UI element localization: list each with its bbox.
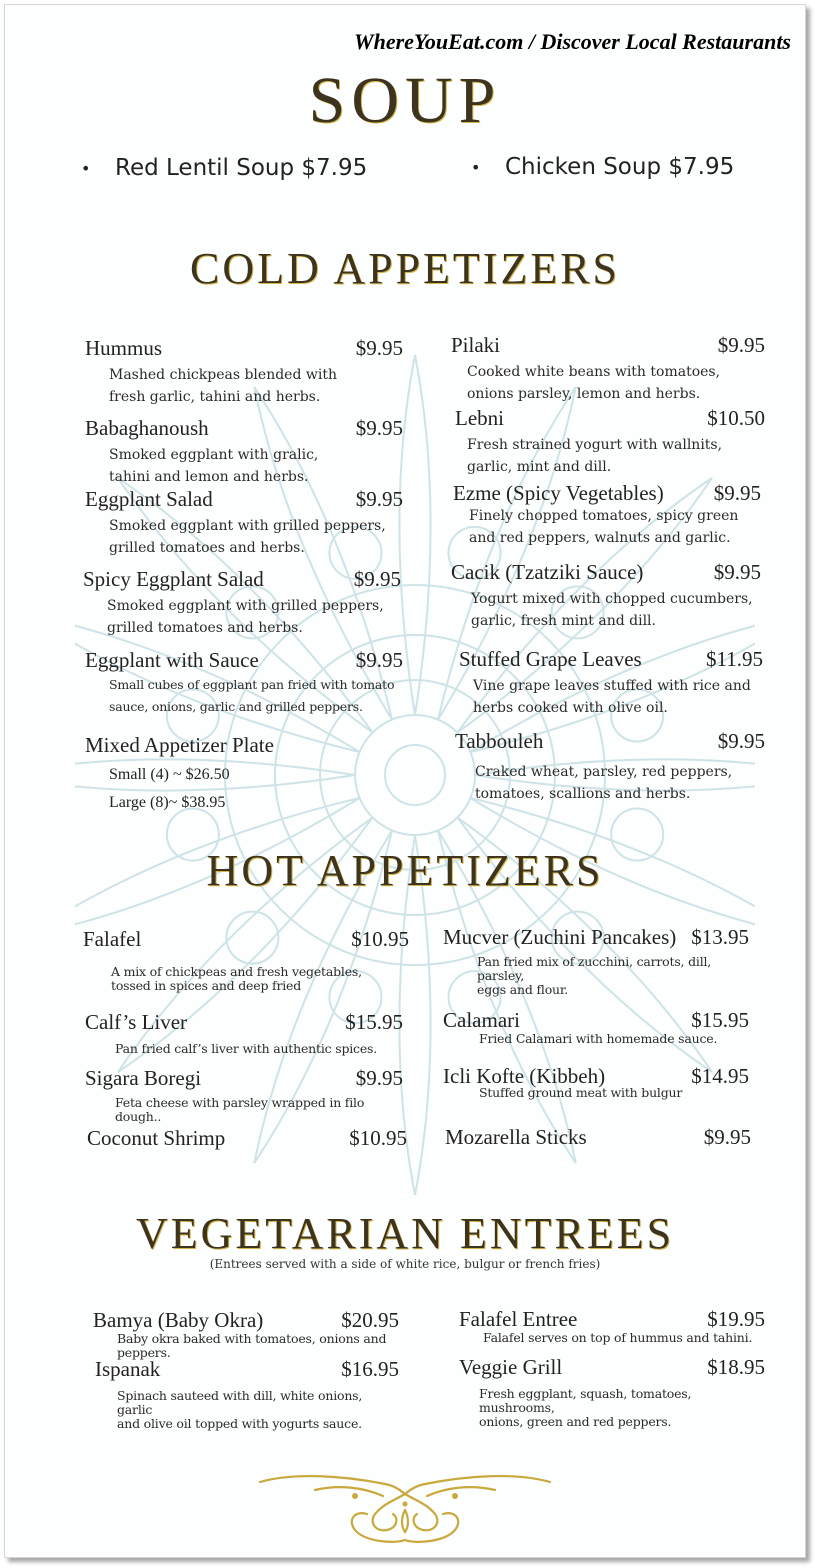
item-name: Spicy Eggplant Salad: [83, 567, 264, 591]
gold-flourish-ornament: [255, 1470, 555, 1550]
item-price: $9.95: [353, 567, 401, 591]
item-price: $14.95: [691, 1064, 749, 1088]
desc-line: onions parsley, lemon and herbs.: [467, 386, 701, 402]
desc-line: fresh garlic, tahini and herbs.: [109, 389, 321, 405]
menu-item: [85, 1010, 403, 1056]
desc-line: grilled tomatoes and herbs.: [107, 620, 303, 636]
item-price: $9.95: [713, 481, 761, 505]
item-description: [109, 444, 403, 488]
item-name: Bamya (Baby Okra): [93, 1308, 264, 1332]
item-price: $9.95: [355, 648, 403, 672]
desc-line: Smoked eggplant with grilled peppers,: [109, 518, 386, 534]
menu-item: [455, 406, 765, 478]
item-price: $15.95: [345, 1010, 403, 1034]
item-price: $9.95: [355, 416, 403, 440]
hot-appetizers-title: HOT APPETIZERS: [206, 846, 604, 895]
desc-line: Smoked eggplant with grilled peppers,: [107, 598, 384, 614]
desc-line: Baby okra baked with tomatoes, onions and peppers.: [117, 1331, 387, 1360]
item-description: [117, 1389, 399, 1431]
desc-line: Pan fried mix of zucchini, carrots, dill, parsley,: [477, 954, 712, 983]
item-name: Babaghanoush: [85, 416, 209, 440]
item-name: Calf’s Liver: [85, 1010, 188, 1034]
item-description: [477, 955, 749, 997]
item-price: $9.95: [717, 333, 765, 357]
desc-line: Cooked white beans with tomatoes,: [467, 364, 721, 380]
item-name: Ezme (Spicy Vegetables): [453, 481, 664, 505]
bullet-icon: •: [471, 158, 481, 177]
item-price: $9.95: [355, 336, 403, 360]
item-description: [117, 1332, 399, 1360]
item-name: Pilaki: [451, 333, 501, 357]
item-name: Hummus: [85, 336, 163, 360]
menu-item: [93, 1308, 399, 1360]
item-price: $9.95: [355, 1066, 403, 1090]
desc-line: Craked wheat, parsley, red peppers,: [475, 764, 733, 780]
item-price: $9.95: [713, 560, 761, 584]
item-price: $18.95: [707, 1355, 765, 1379]
desc-line: Fresh eggplant, squash, tomatoes, mushrooms,: [479, 1386, 692, 1415]
menu-item: [83, 567, 401, 639]
item-name: Mixed Appetizer Plate: [85, 733, 274, 757]
menu-item: [451, 333, 765, 405]
desc-line: Fried Calamari with homemade sauce.: [479, 1031, 718, 1046]
menu-item: [87, 1126, 407, 1154]
cold-appetizers-title: COLD APPETIZERS: [189, 244, 621, 293]
item-name: Mozarella Sticks: [445, 1125, 587, 1149]
desc-line: Spinach sauteed with dill, white onions, garlic: [117, 1388, 363, 1417]
item-description: [115, 1042, 403, 1056]
desc-line: Feta cheese with parsley wrapped in filo dough..: [115, 1095, 365, 1124]
menu-item: [451, 560, 761, 632]
desc-line: garlic, fresh mint and dill.: [471, 613, 656, 629]
desc-line: Vine grape leaves stuffed with rice and: [473, 678, 751, 694]
menu-item: [95, 1357, 399, 1431]
menu-item: [85, 648, 403, 714]
item-name: Calamari: [443, 1008, 520, 1032]
menu-item: [443, 1064, 749, 1100]
item-name: Mucver (Zuchini Pancakes): [443, 925, 677, 949]
desc-line: herbs cooked with olive oil.: [473, 700, 668, 716]
item-price: $9.95: [703, 1125, 751, 1149]
menu-item: [445, 1125, 751, 1153]
item-description: [111, 965, 409, 993]
menu-item: [85, 336, 403, 408]
desc-line: and red peppers, walnuts and garlic.: [469, 530, 731, 546]
item-description: [475, 761, 765, 805]
desc-line: onions, green and red peppers.: [479, 1414, 672, 1429]
desc-line: tossed in spices and deep fried: [111, 978, 302, 993]
menu-item: [83, 927, 409, 993]
item-description: [467, 361, 765, 405]
vegetarian-entrees-subtitle: (Entrees served with a side of white rice, bulgur or french fries): [209, 1257, 601, 1271]
item-description: [479, 1387, 765, 1429]
bullet-icon: •: [81, 159, 91, 178]
item-name: Icli Kofte (Kibbeh): [443, 1064, 606, 1088]
desc-line: sauce, onions, garlic and grilled peppers.: [109, 699, 363, 714]
vegetarian-entrees-title: VEGETARIAN ENTREES: [135, 1209, 675, 1258]
item-price: $16.95: [341, 1357, 399, 1381]
item-description: [107, 595, 401, 639]
item-description: [473, 675, 763, 719]
desc-line: tomatoes, scallions and herbs.: [475, 786, 691, 802]
menu-item: [459, 1355, 765, 1429]
plate-small: Small (4) ~ $26.50: [109, 766, 230, 783]
item-description: [109, 364, 403, 408]
desc-line: Mashed chickpeas blended with: [109, 367, 337, 383]
menu-item: [453, 481, 761, 549]
item-name: Falafel Entree: [459, 1307, 578, 1331]
desc-line: grilled tomatoes and herbs.: [109, 540, 305, 556]
item-description: [109, 515, 403, 559]
item-description: [471, 588, 761, 632]
desc-line: Fresh strained yogurt with wallnits,: [467, 437, 723, 453]
desc-line: tahini and lemon and herbs.: [109, 469, 309, 485]
item-price: $13.95: [691, 925, 749, 949]
desc-line: Finely chopped tomatoes, spicy green: [469, 508, 739, 524]
item-name: Cacik (Tzatziki Sauce): [451, 560, 644, 584]
desc-line: Small cubes of eggplant pan fried with tomato: [109, 677, 395, 692]
menu-item: [85, 1066, 403, 1124]
menu-item: [443, 925, 749, 997]
item-price: $11.95: [706, 647, 763, 671]
menu-page: [4, 4, 806, 1558]
plate-large: Large (8)~ $38.95: [109, 794, 226, 811]
item-price: $15.95: [691, 1008, 749, 1032]
desc-line: Smoked eggplant with gralic,: [109, 447, 319, 463]
item-name: Tabbouleh: [455, 729, 544, 753]
desc-line: Stuffed ground meat with bulgur: [479, 1085, 683, 1100]
desc-line: Falafel serves on top of hummus and tahini.: [483, 1330, 753, 1345]
item-name: Veggie Grill: [459, 1355, 563, 1379]
item-price: $9.95: [355, 487, 403, 511]
item-name: Coconut Shrimp: [87, 1126, 226, 1150]
item-description: [467, 434, 765, 478]
item-name: Lebni: [455, 406, 504, 430]
item-description: [109, 678, 403, 714]
item-name: Stuffed Grape Leaves: [459, 647, 642, 671]
site-banner[interactable]: WhereYouEat.com / Discover Local Restaurants: [354, 29, 791, 54]
soup-item-name: Chicken Soup $7.95: [505, 154, 735, 180]
soup-item-name: Red Lentil Soup $7.95: [115, 155, 368, 181]
soup-section-title: SOUP: [308, 64, 502, 137]
item-name: Eggplant Salad: [85, 487, 213, 511]
soup-item: [81, 155, 367, 181]
item-name: Ispanak: [95, 1357, 161, 1381]
item-name: Sigara Boregi: [85, 1066, 202, 1090]
item-price: $19.95: [707, 1307, 765, 1331]
menu-item: [459, 647, 763, 719]
item-price: $10.95: [351, 927, 409, 951]
item-price: $9.95: [717, 729, 765, 753]
item-description: [469, 505, 761, 549]
menu-item: [455, 729, 765, 805]
item-price: $20.95: [341, 1308, 399, 1332]
desc-line: Pan fried calf’s liver with authentic spices.: [115, 1041, 378, 1056]
item-name: Eggplant with Sauce: [85, 648, 259, 672]
item-name: Falafel: [83, 927, 142, 951]
item-price: $10.95: [349, 1126, 407, 1150]
desc-line: A mix of chickpeas and fresh vegetables,: [111, 964, 362, 979]
item-description: [115, 1096, 403, 1124]
menu-item: [459, 1307, 765, 1345]
desc-line: Yogurt mixed with chopped cucumbers,: [471, 591, 753, 607]
menu-item: [85, 416, 403, 488]
item-price: $10.50: [707, 406, 765, 430]
desc-line: garlic, mint and dill.: [467, 459, 612, 475]
desc-line: eggs and flour.: [477, 982, 569, 997]
menu-item: [85, 487, 403, 559]
soup-item: [471, 154, 734, 180]
menu-item-mixed-plate: [85, 733, 403, 817]
desc-line: and olive oil topped with yogurts sauce.: [117, 1416, 362, 1431]
menu-item: [443, 1008, 749, 1046]
